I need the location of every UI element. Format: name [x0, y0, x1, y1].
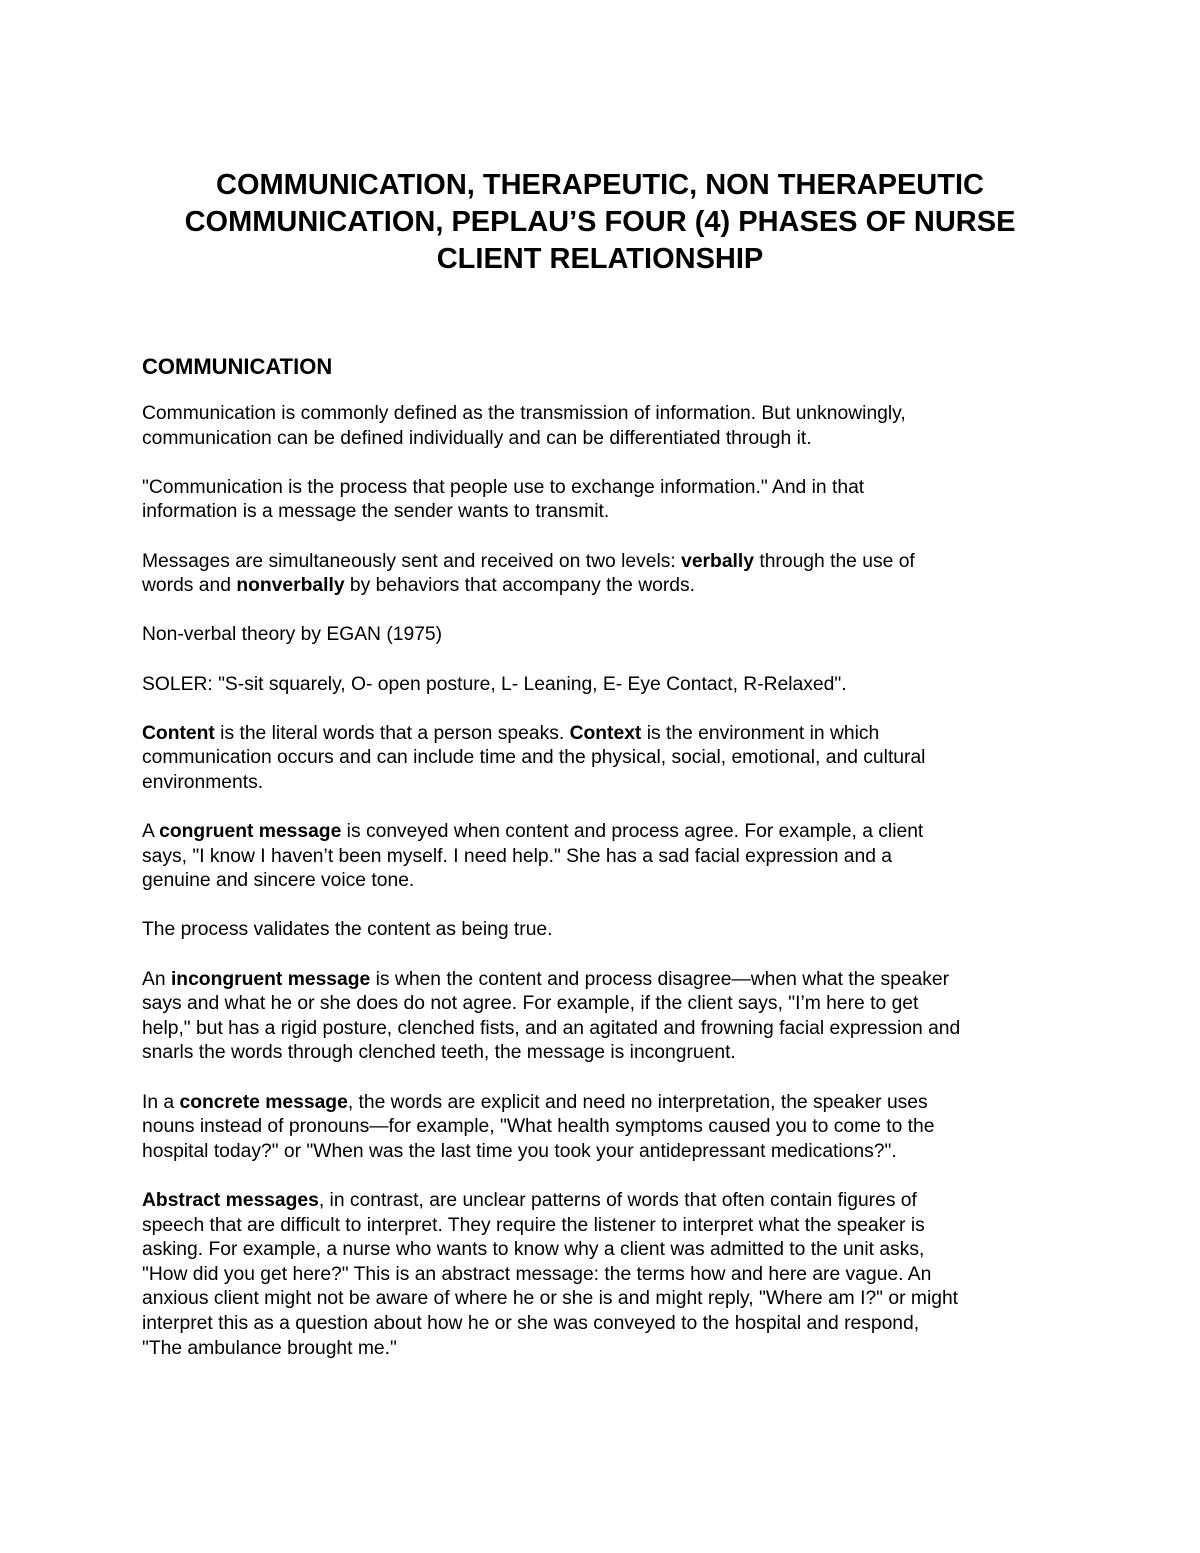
text-line [142, 1189, 1072, 1214]
text-line: information is a message the sender wants to transmit. [142, 501, 610, 523]
text-line: The process validates the content as being true. [142, 919, 553, 941]
text-line: says and what he or she does do not agree. For example, if the client says, "I’m here to get [142, 993, 919, 1015]
text-line: help," but has a rigid posture, clenched fists, and an agitated and frowning facial expression and [142, 1017, 961, 1039]
text-line [142, 574, 1072, 599]
text-line: asking. For example, a nurse who wants to know why a client was admitted to the unit asks, [142, 1239, 925, 1261]
text-line: anxious client might not be aware of where he or she is and might reply, "Where am I?" or might [142, 1288, 959, 1310]
text-line: speech that are difficult to interpret. They require the listener to interpret what the speaker is [142, 1214, 925, 1236]
bold-term: verbally [681, 550, 754, 572]
text-run: is when the content and process disagree—when what the speaker [370, 968, 950, 990]
text-run: through the use of [753, 550, 915, 572]
text-line: hospital today?" or "When was the last time you took your antidepressant medications?". [142, 1140, 897, 1162]
text-run: is the literal words that a person speaks. [214, 722, 570, 744]
text-line: nouns instead of pronouns—for example, "What health symptoms caused you to come to the [142, 1116, 935, 1138]
paragraph-levels [142, 550, 1072, 599]
text-line: Non-verbal theory by EGAN (1975) [142, 624, 443, 646]
text-line: interpret this as a question about how he or she was conveyed to the hospital and respond, [142, 1312, 920, 1334]
text-run: A [142, 821, 160, 843]
section-heading: COMMUNICATION [142, 354, 333, 379]
paragraph-egan [142, 623, 1072, 648]
text-line [142, 968, 1072, 993]
paragraph-concrete [142, 1091, 1072, 1165]
paragraph-abstract [142, 1189, 1072, 1361]
text-run: , the words are explicit and need no interpretation, the speaker uses [347, 1091, 928, 1113]
bold-term: Context [569, 722, 642, 744]
text-line: environments. [142, 771, 264, 793]
document-body [142, 402, 1072, 1386]
text-line: Communication is commonly defined as the transmission of information. But unknowingly, [142, 403, 906, 424]
text-line: "How did you get here?" This is an abstract message: the terms how and here are vague. An [142, 1263, 932, 1285]
title-line: COMMUNICATION, PEPLAU’S FOUR (4) PHASES OF NURSE [184, 206, 1016, 238]
text-line [142, 722, 1072, 747]
text-run: by behaviors that accompany the words. [344, 575, 696, 597]
text-line [142, 550, 1072, 575]
text-line: says, "I know I haven’t been myself. I need help." She has a sad facial expression and a [142, 845, 893, 867]
paragraph-process-quote [142, 476, 1072, 525]
bold-term: congruent message [159, 821, 342, 843]
bold-term: Content [142, 722, 215, 744]
paragraph-content-context [142, 722, 1072, 796]
text-line [142, 1091, 1072, 1116]
text-run: An [142, 968, 171, 990]
text-run: In a [142, 1091, 180, 1113]
text-run: words and [142, 575, 237, 597]
text-run: is the environment in which [641, 722, 880, 744]
bold-term: incongruent message [170, 968, 371, 990]
title-line: COMMUNICATION, THERAPEUTIC, NON THERAPEUTIC [216, 169, 984, 201]
bold-term: concrete message [179, 1091, 348, 1113]
text-line: communication can be defined individually and can be differentiated through it. [142, 427, 812, 449]
text-run: , in contrast, are unclear patterns of words that often contain figures of [318, 1190, 917, 1211]
paragraph-congruent [142, 820, 1072, 894]
bold-term: Abstract messages [142, 1190, 319, 1211]
paragraph-incongruent [142, 968, 1072, 1066]
title-line: CLIENT RELATIONSHIP [436, 243, 764, 275]
text-line: "The ambulance brought me." [142, 1337, 397, 1359]
paragraph-validates [142, 918, 1072, 943]
bold-term: nonverbally [236, 575, 345, 597]
text-line: "Communication is the process that people use to exchange information." And in that [142, 476, 865, 498]
text-line: SOLER: "S-sit squarely, O- open posture, L- Leaning, E- Eye Contact, R-Relaxed". [142, 673, 847, 695]
document-title [100, 167, 1100, 278]
text-line: genuine and sincere voice tone. [142, 870, 415, 892]
text-line: snarls the words through clenched teeth, the message is incongruent. [142, 1042, 736, 1064]
text-run: is conveyed when content and process agree. For example, a client [341, 821, 924, 843]
paragraph-soler [142, 673, 1072, 698]
text-line: communication occurs and can include time and the physical, social, emotional, and cultural [142, 747, 926, 769]
text-line [142, 820, 1072, 845]
text-run: Messages are simultaneously sent and received on two levels: [142, 550, 682, 572]
paragraph-definition [142, 402, 1072, 451]
